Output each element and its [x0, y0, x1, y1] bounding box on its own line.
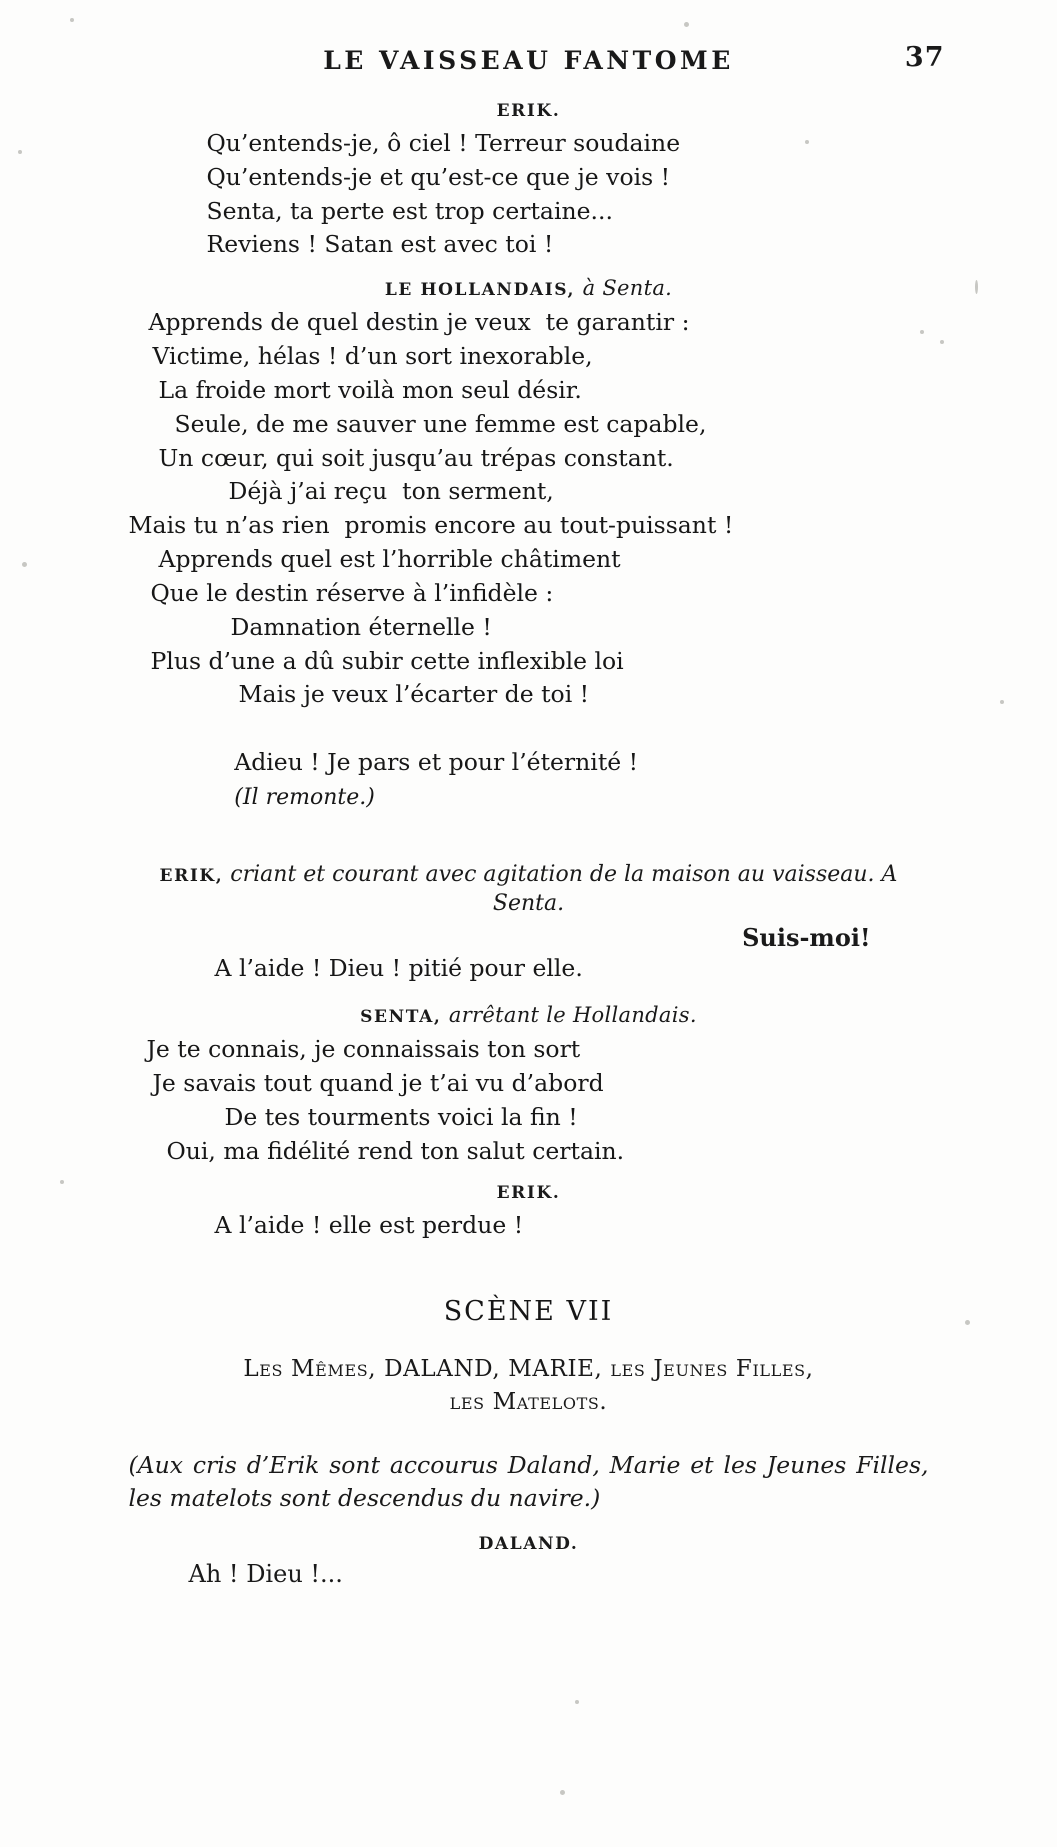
- verse-line: Je te connais, je connaissais ton sort: [146, 1035, 581, 1064]
- scan-speck: [60, 1180, 64, 1184]
- speaker-le-hollandais: [129, 276, 929, 300]
- erik-second-speech: [129, 952, 929, 986]
- running-head: [129, 42, 945, 75]
- speaker-name: ERIK,: [159, 865, 224, 886]
- verse-line: Damnation éternelle !: [230, 612, 492, 641]
- verse-line: A l’aide ! Dieu ! pitié pour elle.: [214, 953, 583, 982]
- scan-speck: [22, 562, 27, 567]
- senta-speech: [129, 1033, 929, 1168]
- daland-line: Ah ! Dieu !...: [188, 1559, 343, 1588]
- verse-line: Que le destin réserve à l’infidèle :: [150, 578, 554, 607]
- speaker-erik-1: ERIK.: [496, 101, 561, 121]
- scan-speck: [975, 280, 978, 294]
- verse-line: Seule, de me sauver une femme est capable,: [174, 409, 707, 438]
- cast-line: Les Mêmes, DALAND, MARIE, les Jeunes Filles,: [243, 1356, 814, 1383]
- verse-line: Mais je veux l’écarter de toi !: [238, 680, 590, 709]
- speaker-daland: DALAND.: [478, 1533, 579, 1554]
- verse-line: De tes tourments voici la fin !: [224, 1102, 578, 1131]
- verse-line: Apprends quel est l’horrible châtiment: [158, 545, 621, 574]
- cast-line: les Matelots.: [449, 1389, 608, 1416]
- erik-cry: Suis-moi!: [742, 922, 871, 952]
- scan-speck: [940, 340, 944, 344]
- scan-speck: [575, 1700, 579, 1704]
- page-content: [128, 0, 945, 1588]
- verse-line: Déjà j’ai reçu ton serment,: [228, 477, 554, 506]
- verse-line: La froide mort voilà mon seul désir.: [158, 375, 582, 404]
- scene-title: SCÈNE VII: [443, 1296, 614, 1328]
- stage-block-erik: [129, 860, 929, 919]
- hollandais-speech: [129, 306, 929, 847]
- verse-line: A l’aide ! elle est perdue !: [214, 1210, 524, 1239]
- page-number: 37: [904, 42, 945, 73]
- speaker-senta: [129, 1003, 929, 1027]
- verse-line-with-stage: [129, 712, 929, 847]
- speaker-name: LE HOLLANDAIS,: [384, 280, 576, 301]
- verse-line: Reviens ! Satan est avec toi !: [206, 230, 554, 259]
- running-title: LE VAISSEAU FANTOME: [323, 46, 734, 75]
- scan-speck: [18, 150, 22, 154]
- scan-speck: [1000, 700, 1004, 704]
- speaker-stage-direction: arrêtant le Hollandais.: [448, 1003, 697, 1028]
- verse-line: Qu’entends-je et qu’est-ce que je vois !: [206, 162, 671, 191]
- scene-cast: [129, 1353, 929, 1418]
- verse-line: Apprends de quel destin je veux te garantir :: [148, 308, 690, 337]
- verse-line: Mais tu n’as rien promis encore au tout-puissant !: [128, 511, 734, 540]
- verse-line: Un cœur, qui soit jusqu’au trépas constant.: [158, 443, 674, 472]
- scan-speck: [70, 18, 74, 22]
- stage-direction-inline: (Il remonte.): [234, 784, 375, 810]
- verse-line: Senta, ta perte est trop certaine...: [206, 196, 613, 225]
- speaker-name: SENTA,: [360, 1007, 442, 1028]
- verse-line: Oui, ma fidélité rend ton salut certain.: [166, 1136, 625, 1165]
- verse-line: Je savais tout quand je t’ai vu d’abord: [152, 1069, 604, 1098]
- stage-direction: criant et courant avec agitation de la maison au vaisseau. A Senta.: [230, 861, 898, 917]
- erik-first-speech: [129, 127, 929, 262]
- scan-speck: [965, 1320, 970, 1325]
- verse-line: Victime, hélas ! d’un sort inexorable,: [152, 342, 593, 371]
- speaker-erik-3: ERIK.: [496, 1182, 561, 1203]
- speaker-stage-direction: à Senta.: [582, 276, 673, 301]
- scan-speck: [560, 1790, 565, 1795]
- verse-line: Plus d’une a dû subir cette inflexible loi: [150, 646, 624, 675]
- scene-stage-direction: (Aux cris d’Erik sont accourus Daland, Marie et les Jeunes Filles, les matelots sont descendus du navire.): [128, 1450, 929, 1513]
- erik-third-speech: [129, 1209, 929, 1243]
- verse-line: Adieu ! Je pars et pour l’éternité !: [234, 748, 639, 777]
- verse-line: Qu’entends-je, ô ciel ! Terreur soudaine: [206, 129, 681, 157]
